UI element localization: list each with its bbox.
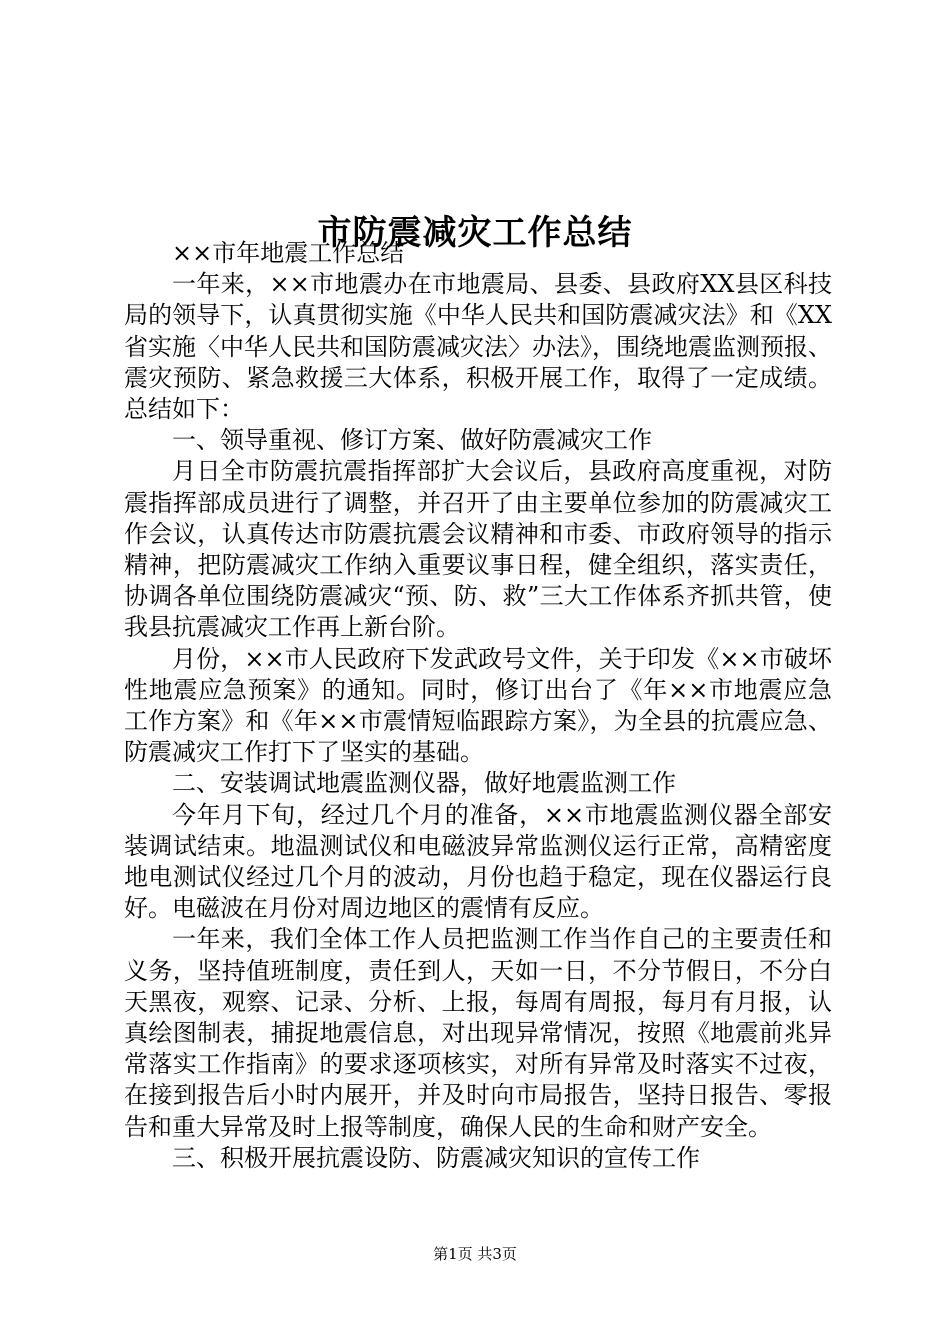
section-heading: 二、安装调试地震监测仪器，做好地震监测工作 bbox=[172, 769, 676, 798]
document-body bbox=[124, 238, 832, 1174]
body-paragraph: 一年来，××市地震办在市地震局、县委、县政府XX县区科技局的领导下，认真贯彻实施《中华人民共和国防震减灾法》和《XX省实施〈中华人民共和国防震减灾法〉办法》，围绕地震监测预报、震灾预防、紧急救援三大体系，积极开展工作，取得了一定成绩。总结如下： bbox=[124, 270, 832, 424]
section-heading: 三、积极开展抗震设防、防震减灾知识的宣传工作 bbox=[172, 1143, 700, 1172]
body-paragraph: 月份，××市人民政府下发武政号文件，关于印发《××市破坏性地震应急预案》的通知。同时，修订出台了《年××市地震应急工作方案》和《年××市震情短临跟踪方案》，为全县的抗震应急、防震减灾工作打下了坚实的基础。 bbox=[124, 644, 832, 767]
body-paragraph: ××市年地震工作总结 bbox=[172, 239, 405, 267]
body-paragraph: 月日全市防震抗震指挥部扩大会议后，县政府高度重视，对防震指挥部成员进行了调整，并召开了由主要单位参加的防震减灾工作会议，认真传达市防震抗震会议精神和市委、市政府领导的指示精神，把防震减灾工作纳入重要议事日程，健全组织，落实责任，协调各单位围绕防震减灾“预、防、救”三大工作体系齐抓共管，使我县抗震减灾工作再上新台阶。 bbox=[124, 457, 832, 642]
body-paragraph: 今年月下旬，经过几个月的准备，××市地震监测仪器全部安装调试结束。地温测试仪和电磁波异常监测仪运行正常，高精密度地电测试仪经过几个月的波动，月份也趋于稳定，现在仪器运行良好。电磁波在月份对周边地区的震情有反应。 bbox=[124, 800, 832, 923]
section-heading: 一、领导重视、修订方案、做好防震减灾工作 bbox=[172, 426, 652, 455]
body-paragraph: 一年来，我们全体工作人员把监测工作当作自己的主要责任和义务，坚持值班制度，责任到人，天如一日，不分节假日，不分白天黑夜，观察、记录、分析、上报，每周有周报，每月有月报，认真绘图制表，捕捉地震信息，对出现异常情况，按照《地震前兆异常落实工作指南》的要求逐项核实，对所有异常及时落实不过夜，在接到报告后小时内展开，并及时向市局报告，坚持日报告、零报告和重大异常及时上报等制度，确保人民的生命和财产安全。 bbox=[124, 925, 832, 1141]
document-title: 市防震减灾工作总结 bbox=[317, 212, 633, 253]
page-footer: 第1页 共3页 bbox=[433, 1245, 517, 1263]
